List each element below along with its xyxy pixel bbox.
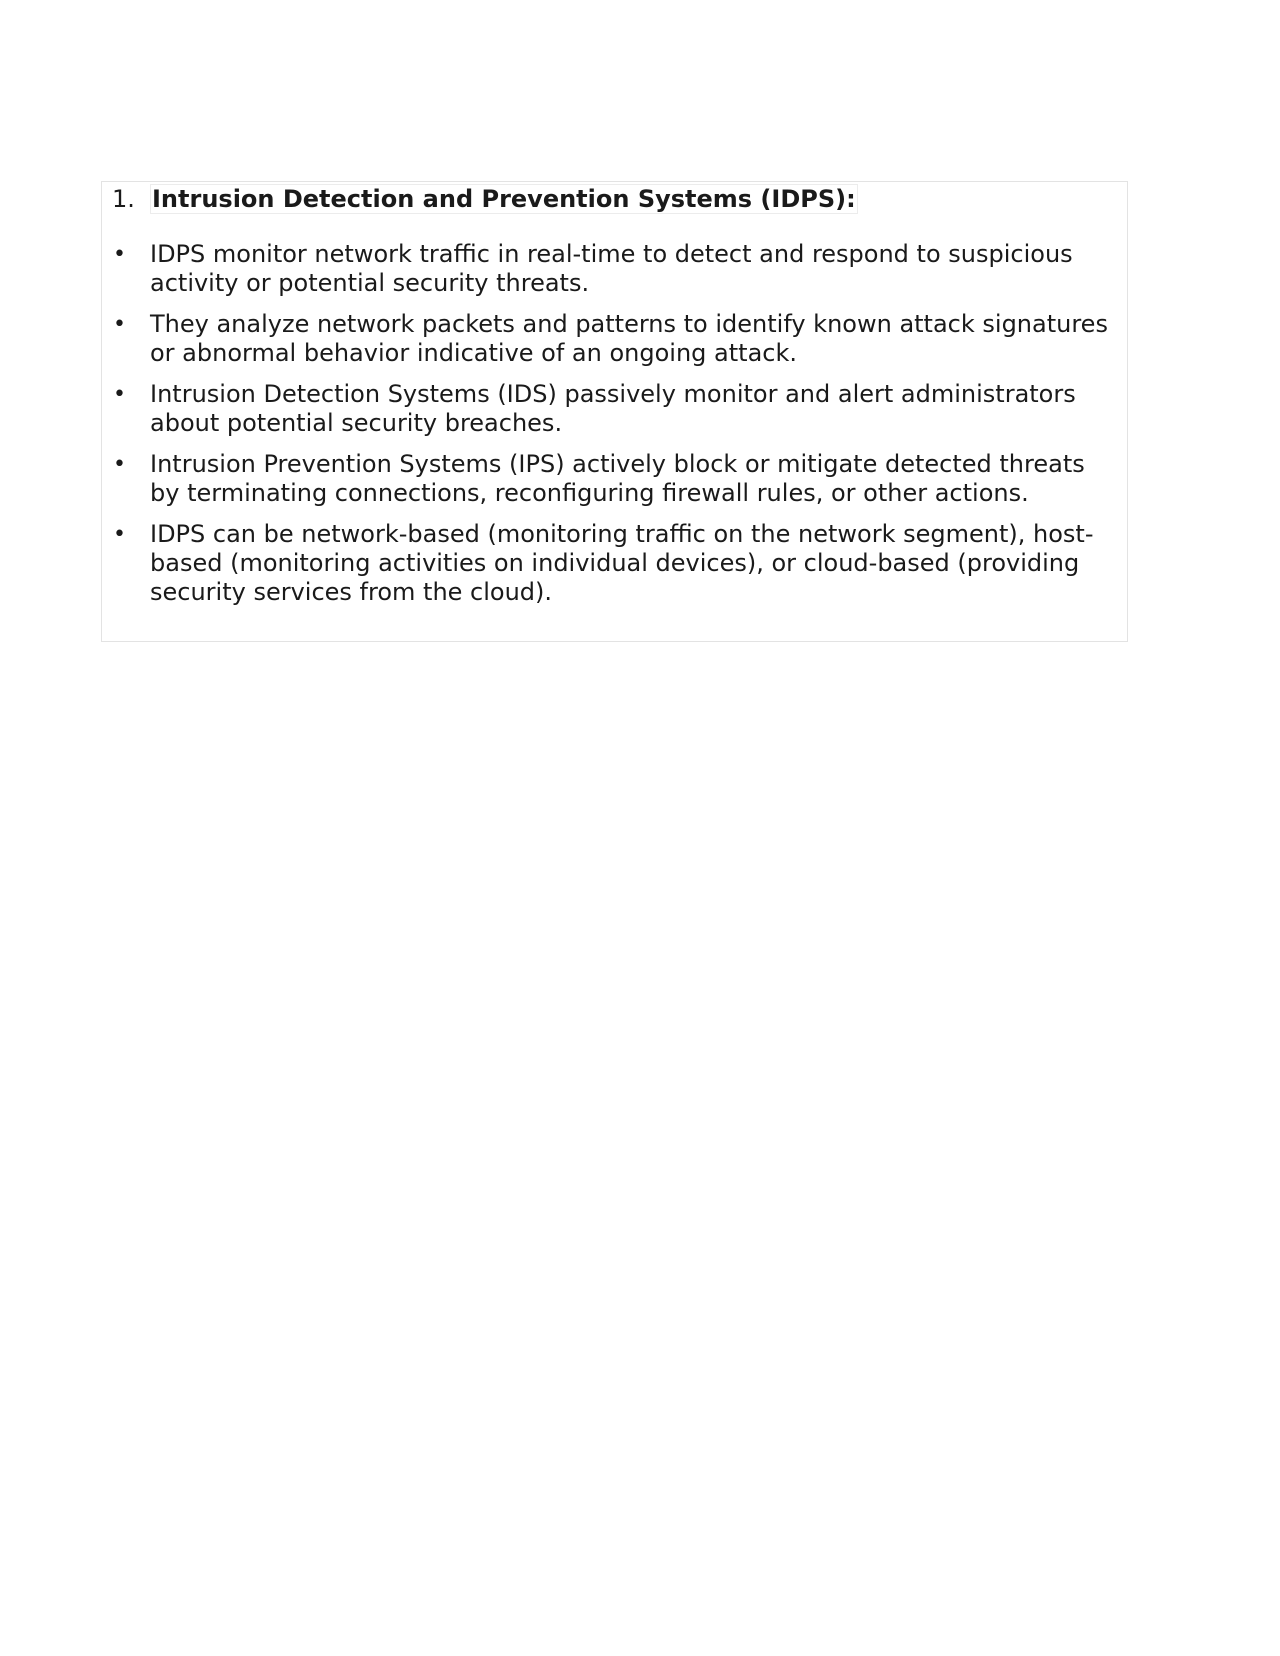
section-heading [112, 183, 858, 215]
bullet-icon: • [113, 312, 126, 337]
list-item-text: IDPS monitor network traffic in real-time to detect and respond to suspicious activity or potential security threats. [150, 240, 1073, 297]
list-item-text: Intrusion Detection Systems (IDS) passively monitor and alert administrators about potential security breaches. [150, 380, 1076, 437]
list-item-text: Intrusion Prevention Systems (IPS) actively block or mitigate detected threats by terminating connections, reconfiguring firewall rules, or other actions. [150, 450, 1085, 507]
section-title: Intrusion Detection and Prevention Systems (IDPS): [152, 185, 856, 213]
list-item [101, 520, 1128, 607]
list-item [101, 240, 1128, 298]
bullet-icon: • [113, 522, 126, 547]
bullet-list [101, 240, 1128, 619]
list-item-text: IDPS can be network-based (monitoring traffic on the network segment), host-based (monitoring activities on individual devices), or cloud-based (providing security services from the cloud). [150, 520, 1094, 606]
list-item-text: They analyze network packets and patterns to identify known attack signatures or abnormal behavior indicative of an ongoing attack. [150, 310, 1108, 367]
bullet-icon: • [113, 382, 126, 407]
bullet-icon: • [113, 452, 126, 477]
list-item [101, 310, 1128, 368]
list-item [101, 450, 1128, 508]
bullet-icon: • [113, 242, 126, 267]
list-item [101, 380, 1128, 438]
section-number: 1. [112, 185, 135, 213]
